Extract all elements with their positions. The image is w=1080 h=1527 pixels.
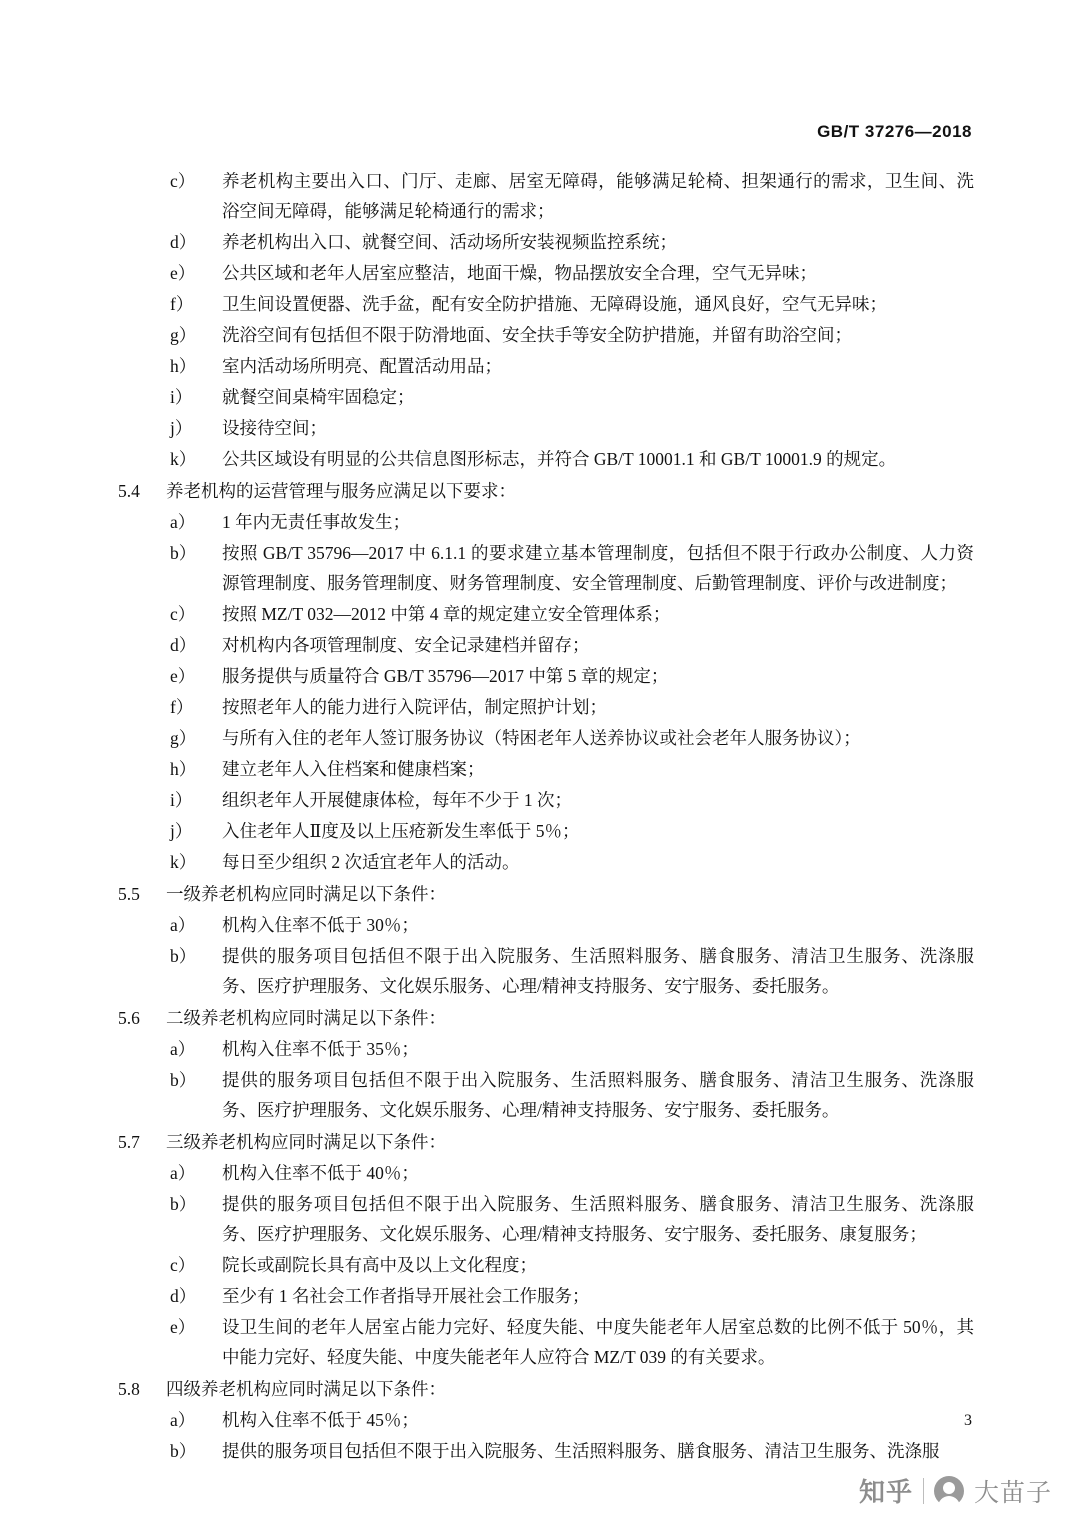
list-item-text: 按照 MZ/T 032—2012 中第 4 章的规定建立安全管理体系；	[222, 604, 671, 624]
list-item-marker: e）	[170, 263, 196, 283]
list-item	[118, 754, 974, 784]
list-item	[118, 320, 974, 350]
list-item-marker: d）	[170, 1286, 197, 1306]
list-item-text: 按照 GB/T 35796—2017 中 6.1.1 的要求建立基本管理制度，包括但不限于行政办公制度、人力资源管理制度、服务管理制度、财务管理制度、安全管理制度、后勤管理制度、评价与改进制度；	[222, 543, 974, 593]
continued-item-list	[118, 166, 974, 474]
list-item-text: 公共区域设有明显的公共信息图形标志，并符合 GB/T 10001.1 和 GB/T 10001.9 的规定。	[222, 449, 897, 469]
list-item-text: 提供的服务项目包括但不限于出入院服务、生活照料服务、膳食服务、清洁卫生服务、洗涤服务、医疗护理服务、文化娱乐服务、心理/精神支持服务、安宁服务、委托服务。	[222, 1070, 974, 1120]
list-item-text: 机构入住率不低于 35％；	[222, 1039, 419, 1059]
clause-number: 5.7	[118, 1132, 140, 1152]
list-item-marker: a）	[170, 1039, 196, 1059]
list-item-text: 机构入住率不低于 40％；	[222, 1163, 419, 1183]
list-item-text: 设接待空间；	[222, 418, 327, 438]
clause-number: 5.4	[118, 481, 140, 501]
list-item	[118, 723, 974, 753]
list-item	[118, 413, 974, 443]
list-item	[118, 382, 974, 412]
list-item	[118, 941, 974, 1001]
list-item	[118, 1065, 974, 1125]
list-item-marker: a）	[170, 1410, 196, 1430]
document-body	[118, 165, 974, 1466]
list-item	[118, 1189, 974, 1249]
clause-number: 5.5	[118, 884, 140, 904]
list-item	[118, 816, 974, 846]
page-number: 3	[964, 1412, 972, 1429]
list-item-text: 提供的服务项目包括但不限于出入院服务、生活照料服务、膳食服务、清洁卫生服务、洗涤服务、医疗护理服务、文化娱乐服务、心理/精神支持服务、安宁服务、委托服务。	[222, 946, 974, 996]
list-item-marker: h）	[170, 759, 197, 779]
list-item-marker: f）	[170, 294, 194, 314]
list-item-text: 公共区域和老年人居室应整洁，地面干燥，物品摆放安全合理，空气无异味；	[222, 263, 817, 283]
list-item-text: 洗浴空间有包括但不限于防滑地面、安全扶手等安全防护措施，并留有助浴空间；	[222, 325, 852, 345]
list-item	[118, 692, 974, 722]
list-item-marker: e）	[170, 666, 196, 686]
list-item-marker: b）	[170, 1441, 197, 1461]
list-item-marker: b）	[170, 543, 197, 563]
list-item	[118, 910, 974, 940]
list-item	[118, 1158, 974, 1188]
list-item-text: 提供的服务项目包括但不限于出入院服务、生活照料服务、膳食服务、清洁卫生服务、洗涤服务、医疗护理服务、文化娱乐服务、心理/精神支持服务、安宁服务、委托服务、康复服务；	[222, 1194, 974, 1244]
list-item-text: 就餐空间桌椅牢固稳定；	[222, 387, 415, 407]
list-item-marker: b）	[170, 1070, 197, 1090]
list-item-text: 组织老年人开展健康体检，每年不少于 1 次；	[222, 790, 572, 810]
list-item-text: 按照老年人的能力进行入院评估，制定照护计划；	[222, 697, 607, 717]
list-item	[118, 258, 974, 288]
watermark-divider	[923, 1478, 924, 1504]
list-item-marker: b）	[170, 946, 197, 966]
clause-number: 5.6	[118, 1008, 140, 1028]
list-item-text: 与所有入住的老年人签订服务协议（特困老年人送养协议或社会老年人服务协议）；	[222, 728, 861, 748]
avatar-icon	[934, 1476, 964, 1506]
list-item-marker: k）	[170, 449, 197, 469]
list-item	[118, 599, 974, 629]
page-header-standard-number: GB/T 37276—2018	[817, 122, 972, 141]
list-item	[118, 444, 974, 474]
clause-title: 二级养老机构应同时满足以下条件：	[166, 1008, 446, 1028]
list-item-marker: g）	[170, 325, 197, 345]
zhihu-logo: 知乎	[858, 1477, 913, 1507]
list-item	[118, 1281, 974, 1311]
watermark-username: 大苗子	[973, 1478, 1052, 1507]
list-item	[118, 227, 974, 257]
clause-title: 一级养老机构应同时满足以下条件：	[166, 884, 446, 904]
list-item-text: 机构入住率不低于 45％；	[222, 1410, 419, 1430]
list-item-marker: k）	[170, 852, 197, 872]
list-item-text: 养老机构主要出入口、门厅、走廊、居室无障碍，能够满足轮椅、担架通行的需求，卫生间、洗浴空间无障碍，能够满足轮椅通行的需求；	[222, 171, 974, 221]
list-item-text: 每日至少组织 2 次适宜老年人的活动。	[222, 852, 520, 872]
list-item	[118, 785, 974, 815]
clause-title: 养老机构的运营管理与服务应满足以下要求：	[166, 481, 516, 501]
section-5-8	[118, 1374, 974, 1466]
list-item-marker: d）	[170, 232, 197, 252]
list-item-marker: a）	[170, 1163, 196, 1183]
list-item-marker: d）	[170, 635, 197, 655]
list-item-marker: e）	[170, 1317, 196, 1337]
list-item	[118, 1405, 974, 1435]
clause-heading	[118, 476, 974, 506]
list-item	[118, 507, 974, 537]
list-item-text: 入住老年人Ⅱ度及以上压疮新发生率低于 5％；	[222, 821, 580, 841]
list-item	[118, 351, 974, 381]
list-item	[118, 289, 974, 319]
list-item-text: 建立老年人入住档案和健康档案；	[222, 759, 485, 779]
list-item-marker: i）	[170, 790, 193, 810]
list-item-text: 卫生间设置便器、洗手盆，配有安全防护措施、无障碍设施，通风良好，空气无异味；	[222, 294, 887, 314]
list-item-text: 提供的服务项目包括但不限于出入院服务、生活照料服务、膳食服务、清洁卫生服务、洗涤服	[222, 1441, 940, 1461]
list-item-text: 设卫生间的老年人居室占能力完好、轻度失能、中度失能老年人居室总数的比例不低于 50％，其中能力完好、轻度失能、中度失能老年人应符合 MZ/T 039 的有关要求。	[222, 1317, 974, 1367]
list-item-text: 养老机构出入口、就餐空间、活动场所安装视频监控系统；	[222, 232, 677, 252]
list-item-marker: j）	[170, 821, 193, 841]
list-item-marker: g）	[170, 728, 197, 748]
list-item-marker: j）	[170, 418, 193, 438]
list-item-text: 至少有 1 名社会工作者指导开展社会工作服务；	[222, 1286, 590, 1306]
list-item-marker: c）	[170, 1255, 196, 1275]
list-item-marker: a）	[170, 915, 196, 935]
list-item	[118, 538, 974, 598]
section-5-4	[118, 476, 974, 877]
list-item-marker: c）	[170, 171, 196, 191]
list-item-marker: f）	[170, 697, 194, 717]
list-item-text: 对机构内各项管理制度、安全记录建档并留存；	[222, 635, 590, 655]
section-5-6	[118, 1003, 974, 1125]
list-item-marker: i）	[170, 387, 193, 407]
list-item	[118, 166, 974, 226]
list-item	[118, 1436, 974, 1466]
list-item	[118, 1250, 974, 1280]
clause-heading	[118, 1003, 974, 1033]
list-item	[118, 1034, 974, 1064]
clause-heading	[118, 1127, 974, 1157]
list-item-marker: h）	[170, 356, 197, 376]
list-item	[118, 847, 974, 877]
list-item	[118, 661, 974, 691]
list-item-text: 服务提供与质量符合 GB/T 35796—2017 中第 5 章的规定；	[222, 666, 669, 686]
list-item	[118, 1312, 974, 1372]
clause-heading	[118, 1374, 974, 1404]
section-5-5	[118, 879, 974, 1001]
list-item-text: 室内活动场所明亮、配置活动用品；	[222, 356, 502, 376]
list-item-marker: a）	[170, 512, 196, 532]
clause-title: 四级养老机构应同时满足以下条件：	[166, 1379, 446, 1399]
watermark	[859, 1472, 1052, 1509]
clause-number: 5.8	[118, 1379, 140, 1399]
list-item-marker: c）	[170, 604, 196, 624]
list-item	[118, 630, 974, 660]
section-5-7	[118, 1127, 974, 1372]
list-item-text: 机构入住率不低于 30％；	[222, 915, 419, 935]
list-item-marker: b）	[170, 1194, 197, 1214]
clause-heading	[118, 879, 974, 909]
list-item-text: 1 年内无责任事故发生；	[222, 512, 411, 532]
list-item-text: 院长或副院长具有高中及以上文化程度；	[222, 1255, 537, 1275]
clause-title: 三级养老机构应同时满足以下条件：	[166, 1132, 446, 1152]
